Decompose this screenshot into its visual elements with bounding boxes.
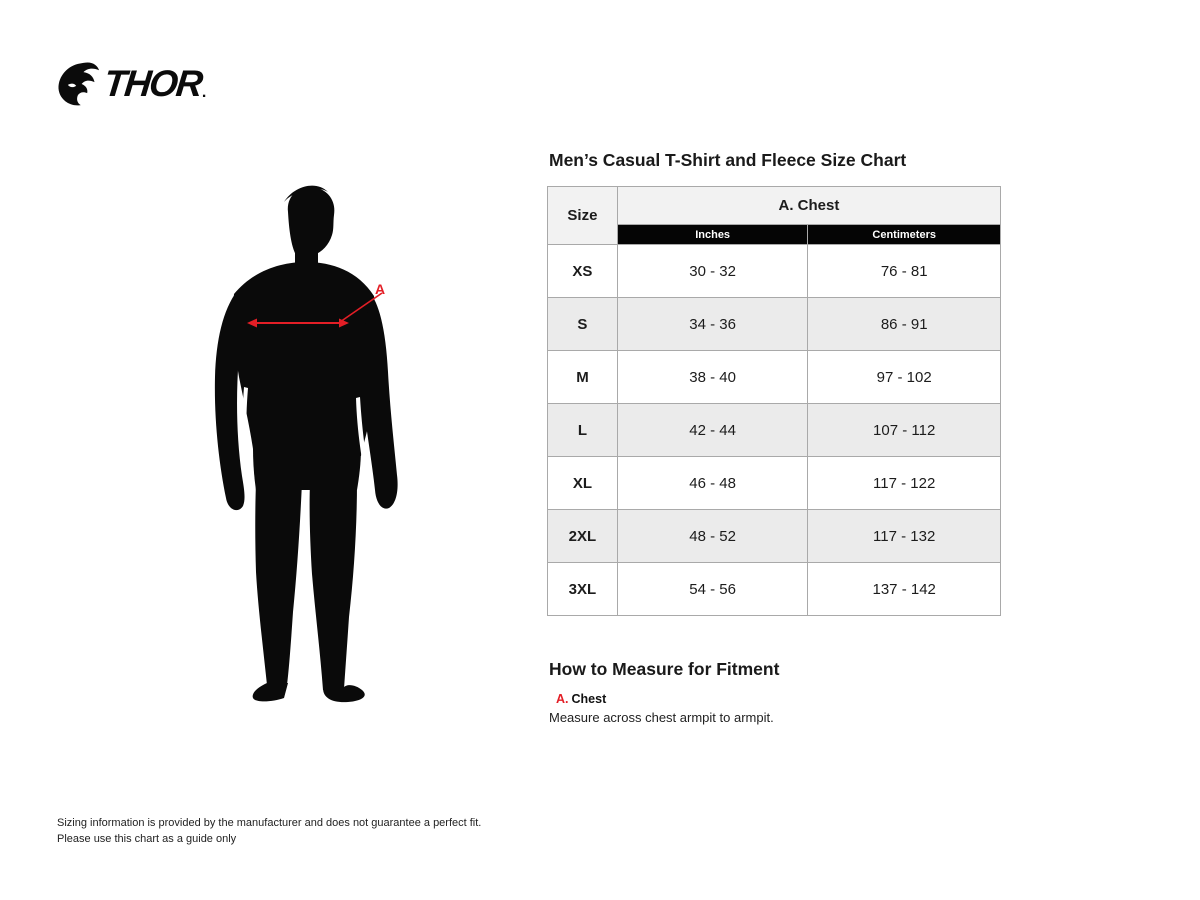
measure-item-key: A. bbox=[556, 692, 569, 706]
footer-line-1: Sizing information is provided by the manufacturer and does not guarantee a perfect fit. bbox=[57, 817, 482, 829]
size-cell: L bbox=[548, 404, 618, 457]
size-cell: 2XL bbox=[548, 510, 618, 563]
centimeters-cell: 76 - 81 bbox=[808, 245, 1001, 298]
brand-registered-mark: . bbox=[201, 84, 207, 101]
footer-line-2: Please use this chart as a guide only bbox=[57, 832, 237, 845]
inches-cell: 34 - 36 bbox=[617, 298, 808, 351]
inches-cell: 46 - 48 bbox=[617, 457, 808, 510]
size-chart-table bbox=[547, 186, 1001, 616]
column-header-size: Size bbox=[548, 187, 618, 245]
centimeters-cell: 107 - 112 bbox=[808, 404, 1001, 457]
table-row bbox=[548, 404, 1001, 457]
centimeters-cell: 117 - 132 bbox=[808, 510, 1001, 563]
column-header-centimeters: Centimeters bbox=[808, 225, 1001, 245]
table-row bbox=[548, 245, 1001, 298]
column-header-inches: Inches bbox=[617, 225, 808, 245]
measure-item-label: Chest bbox=[571, 692, 607, 706]
inches-cell: 42 - 44 bbox=[617, 404, 808, 457]
table-row bbox=[548, 510, 1001, 563]
centimeters-cell: 86 - 91 bbox=[808, 298, 1001, 351]
table-row bbox=[548, 457, 1001, 510]
brand-wordmark: THOR bbox=[101, 63, 204, 104]
measure-item-description: Measure across chest armpit to armpit. bbox=[549, 710, 774, 725]
size-cell: S bbox=[548, 298, 618, 351]
size-cell: XS bbox=[548, 245, 618, 298]
how-to-measure-heading: How to Measure for Fitment bbox=[549, 659, 780, 679]
male-silhouette-figure bbox=[210, 182, 402, 704]
table-row bbox=[548, 351, 1001, 404]
male-silhouette-icon bbox=[210, 182, 402, 704]
centimeters-cell: 97 - 102 bbox=[808, 351, 1001, 404]
thor-helmet-icon bbox=[56, 60, 100, 108]
centimeters-cell: 137 - 142 bbox=[808, 563, 1001, 616]
size-cell: 3XL bbox=[548, 563, 618, 616]
inches-cell: 48 - 52 bbox=[617, 510, 808, 563]
size-cell: M bbox=[548, 351, 618, 404]
table-row bbox=[548, 298, 1001, 351]
chest-marker-label: A bbox=[375, 281, 386, 297]
inches-cell: 38 - 40 bbox=[617, 351, 808, 404]
inches-cell: 30 - 32 bbox=[617, 245, 808, 298]
table-header-row bbox=[548, 187, 1001, 225]
centimeters-cell: 117 - 122 bbox=[808, 457, 1001, 510]
size-chart-title: Men’s Casual T-Shirt and Fleece Size Chart bbox=[549, 150, 907, 170]
inches-cell: 54 - 56 bbox=[617, 563, 808, 616]
brand-logo bbox=[56, 58, 276, 110]
footer-disclaimer bbox=[57, 816, 481, 848]
table-row bbox=[548, 563, 1001, 616]
measure-item-chest bbox=[556, 692, 606, 706]
size-cell: XL bbox=[548, 457, 618, 510]
column-header-chest: A. Chest bbox=[617, 187, 1000, 225]
